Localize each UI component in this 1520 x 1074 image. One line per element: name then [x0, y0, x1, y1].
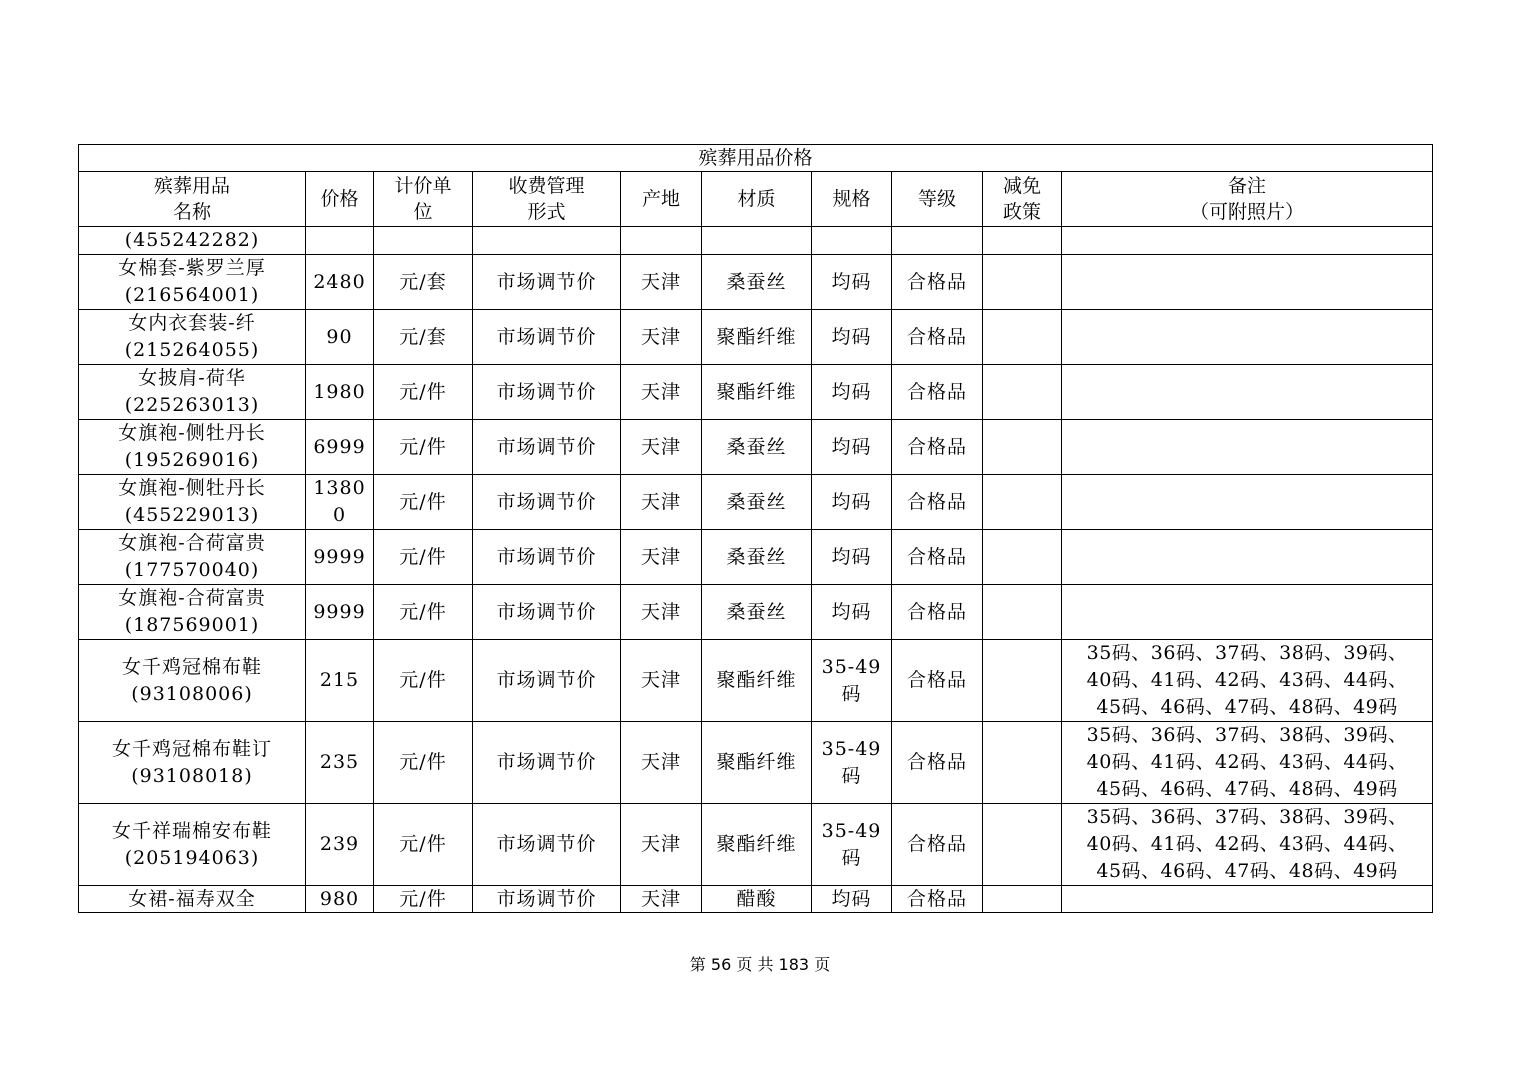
spec-line: 均码 [831, 545, 872, 568]
header-line: 产地 [641, 188, 680, 210]
material-cell: 醋酸 [702, 886, 812, 913]
header-spec [812, 172, 892, 227]
header-line: 位 [413, 201, 433, 223]
name-line: (455229013) [124, 504, 260, 526]
spec-line: 均码 [831, 888, 872, 910]
price-line: 1980 [313, 380, 366, 403]
note-cell [1062, 886, 1433, 913]
grade-cell: 合格品 [892, 530, 983, 585]
name-cell [79, 365, 306, 420]
waiver-cell [983, 722, 1062, 804]
note-cell [1062, 585, 1433, 640]
unit-cell: 元/件 [374, 585, 473, 640]
waiver-cell [983, 475, 1062, 530]
price-cell [306, 585, 374, 640]
origin-cell: 天津 [621, 530, 702, 585]
note-line: 40码、41码、42码、43码、44码、 [1086, 669, 1408, 691]
unit-cell: 元/件 [374, 420, 473, 475]
name-line: 女千鸡冠棉布鞋订 [111, 737, 272, 760]
empty-cell [812, 227, 892, 255]
form-cell: 市场调节价 [473, 640, 621, 722]
current-page-number: 56 [710, 955, 732, 974]
empty-cell [1062, 227, 1433, 255]
header-note [1062, 172, 1433, 227]
header-line: （可附照片） [1190, 201, 1305, 223]
note-line: 35码、36码、37码、38码、39码、 [1086, 806, 1408, 828]
name-cell [79, 585, 306, 640]
material-cell: 桑蚕丝 [702, 475, 812, 530]
header-name [79, 172, 306, 227]
spec-cell [812, 886, 892, 913]
name-line: (205194063) [124, 846, 260, 869]
table-row [79, 886, 1433, 913]
grade-cell: 合格品 [892, 804, 983, 886]
grade-cell: 合格品 [892, 585, 983, 640]
grade-cell: 合格品 [892, 365, 983, 420]
grade-cell: 合格品 [892, 420, 983, 475]
name-cell [79, 530, 306, 585]
spec-line: 均码 [831, 490, 872, 513]
material-cell: 聚酯纤维 [702, 310, 812, 365]
note-cell [1062, 475, 1433, 530]
note-line: 45码、46码、47码、48码、49码 [1096, 696, 1398, 718]
grade-cell: 合格品 [892, 886, 983, 913]
header-line: 名称 [172, 201, 211, 223]
table-body [79, 145, 1433, 913]
origin-cell: 天津 [621, 365, 702, 420]
waiver-cell [983, 365, 1062, 420]
grade-cell: 合格品 [892, 255, 983, 310]
header-line: 计价单 [394, 175, 452, 197]
material-cell: 聚酯纤维 [702, 640, 812, 722]
header-line: 等级 [917, 188, 956, 210]
header-line: 殡葬用品 [153, 175, 230, 197]
table-row [79, 722, 1433, 804]
unit-cell: 元/件 [374, 722, 473, 804]
spec-line: 码 [841, 682, 862, 705]
origin-cell: 天津 [621, 722, 702, 804]
note-cell [1062, 530, 1433, 585]
note-line: 45码、46码、47码、48码、49码 [1096, 860, 1398, 882]
waiver-cell [983, 310, 1062, 365]
grade-cell: 合格品 [892, 722, 983, 804]
table-row [79, 255, 1433, 310]
name-line: 女千祥瑞棉安布鞋 [111, 819, 272, 842]
name-cell [79, 310, 306, 365]
spec-line: 均码 [831, 600, 872, 623]
price-line: 2480 [313, 270, 366, 293]
continued-code: (455242282) [79, 227, 306, 255]
table-title: 殡葬用品价格 [79, 145, 1433, 172]
name-line: (195269016) [124, 449, 260, 471]
note-cell [1062, 722, 1433, 804]
header-grade [892, 172, 983, 227]
form-cell: 市场调节价 [473, 310, 621, 365]
name-line: 女棉套-紫罗兰厚 [118, 257, 266, 279]
note-cell [1062, 640, 1433, 722]
spec-cell [812, 365, 892, 420]
header-line: 规格 [832, 188, 871, 210]
spec-cell [812, 420, 892, 475]
table-row [79, 640, 1433, 722]
spec-line: 均码 [831, 380, 872, 403]
material-cell: 聚酯纤维 [702, 365, 812, 420]
header-origin [621, 172, 702, 227]
note-line: 40码、41码、42码、43码、44码、 [1086, 833, 1408, 855]
spec-line: 均码 [831, 270, 872, 293]
price-cell [306, 640, 374, 722]
price-cell [306, 722, 374, 804]
origin-cell: 天津 [621, 886, 702, 913]
header-price [306, 172, 374, 227]
footer-middle: 页 共 [736, 955, 774, 974]
header-line: 价格 [320, 188, 359, 210]
price-cell [306, 886, 374, 913]
spec-cell [812, 530, 892, 585]
material-cell: 聚酯纤维 [702, 804, 812, 886]
name-cell [79, 475, 306, 530]
note-cell [1062, 365, 1433, 420]
price-cell [306, 420, 374, 475]
origin-cell: 天津 [621, 420, 702, 475]
name-line: (93108006) [131, 682, 253, 705]
unit-cell: 元/件 [374, 530, 473, 585]
name-cell [79, 255, 306, 310]
header-line: 减免 [1002, 175, 1041, 197]
spec-cell [812, 475, 892, 530]
header-line: 形式 [527, 201, 566, 223]
name-line: 女旗袍-合荷富贵 [118, 587, 266, 609]
price-line: 215 [319, 669, 360, 691]
unit-cell: 元/套 [374, 310, 473, 365]
spec-cell [812, 310, 892, 365]
price-line: 9999 [313, 545, 366, 568]
table-header-row [79, 172, 1433, 227]
spec-line: 35-49 [821, 819, 882, 842]
note-cell [1062, 420, 1433, 475]
note-line: 35码、36码、37码、38码、39码、 [1086, 724, 1408, 746]
note-cell [1062, 804, 1433, 886]
note-line: 40码、41码、42码、43码、44码、 [1086, 751, 1408, 773]
origin-cell: 天津 [621, 255, 702, 310]
grade-cell: 合格品 [892, 310, 983, 365]
material-cell: 桑蚕丝 [702, 530, 812, 585]
grade-cell: 合格品 [892, 640, 983, 722]
price-table [78, 144, 1433, 913]
material-cell: 桑蚕丝 [702, 585, 812, 640]
spec-line: 码 [841, 764, 862, 787]
price-cell [306, 310, 374, 365]
price-line: 9999 [313, 600, 366, 623]
spec-cell [812, 640, 892, 722]
page-footer [0, 954, 1520, 976]
price-line: 0 [332, 504, 347, 526]
empty-cell [473, 227, 621, 255]
price-line: 6999 [313, 435, 366, 458]
material-cell: 桑蚕丝 [702, 255, 812, 310]
form-cell: 市场调节价 [473, 420, 621, 475]
empty-cell [306, 227, 374, 255]
header-waiver [983, 172, 1062, 227]
origin-cell: 天津 [621, 804, 702, 886]
origin-cell: 天津 [621, 310, 702, 365]
table-row [79, 530, 1433, 585]
name-line: 女千鸡冠棉布鞋 [121, 655, 262, 678]
form-cell: 市场调节价 [473, 886, 621, 913]
header-unit [374, 172, 473, 227]
footer-prefix: 第 [689, 955, 706, 974]
unit-cell: 元/件 [374, 475, 473, 530]
unit-cell: 元/套 [374, 255, 473, 310]
price-line: 235 [319, 751, 360, 773]
name-cell [79, 722, 306, 804]
spec-line: 码 [841, 846, 862, 869]
waiver-cell [983, 804, 1062, 886]
note-line: 45码、46码、47码、48码、49码 [1096, 778, 1398, 800]
price-line: 1380 [313, 477, 366, 499]
empty-cell [621, 227, 702, 255]
empty-cell [983, 227, 1062, 255]
material-cell: 桑蚕丝 [702, 420, 812, 475]
spec-line: 均码 [831, 325, 872, 348]
grade-cell: 合格品 [892, 475, 983, 530]
waiver-cell [983, 530, 1062, 585]
header-material [702, 172, 812, 227]
name-line: (225263013) [124, 394, 260, 416]
price-line: 239 [319, 833, 360, 855]
unit-cell: 元/件 [374, 365, 473, 420]
unit-cell: 元/件 [374, 804, 473, 886]
waiver-cell [983, 640, 1062, 722]
form-cell: 市场调节价 [473, 365, 621, 420]
spec-cell [812, 722, 892, 804]
spec-line: 均码 [831, 435, 872, 458]
waiver-cell [983, 255, 1062, 310]
unit-cell: 元/件 [374, 886, 473, 913]
waiver-cell [983, 420, 1062, 475]
origin-cell: 天津 [621, 475, 702, 530]
price-cell [306, 530, 374, 585]
spec-cell [812, 255, 892, 310]
footer-suffix: 页 [814, 955, 831, 974]
form-cell: 市场调节价 [473, 804, 621, 886]
continued-row [79, 227, 1433, 255]
name-line: (216564001) [124, 284, 260, 306]
name-line: (93108018) [131, 764, 253, 787]
note-line: 35码、36码、37码、38码、39码、 [1086, 642, 1408, 664]
price-line: 980 [319, 888, 360, 910]
form-cell: 市场调节价 [473, 475, 621, 530]
note-cell [1062, 310, 1433, 365]
header-line: 材质 [737, 188, 776, 210]
name-line: (187569001) [124, 614, 260, 636]
header-line: 收费管理 [508, 175, 585, 197]
header-form [473, 172, 621, 227]
name-line: 女披肩-荷华 [138, 367, 246, 389]
name-cell [79, 640, 306, 722]
name-line: (215264055) [124, 339, 260, 361]
table-row [79, 310, 1433, 365]
origin-cell: 天津 [621, 640, 702, 722]
total-page-count: 183 [778, 955, 810, 974]
name-line: 女旗袍-合荷富贵 [118, 532, 266, 554]
empty-cell [374, 227, 473, 255]
name-line: 女旗袍-侧牡丹长 [118, 477, 266, 499]
header-line: 政策 [1002, 201, 1041, 223]
price-cell [306, 255, 374, 310]
name-line: 女旗袍-侧牡丹长 [118, 422, 266, 444]
table-title-row [79, 145, 1433, 172]
form-cell: 市场调节价 [473, 722, 621, 804]
material-cell: 聚酯纤维 [702, 722, 812, 804]
price-line: 90 [326, 325, 353, 348]
price-cell [306, 365, 374, 420]
spec-line: 35-49 [821, 655, 882, 678]
empty-cell [702, 227, 812, 255]
price-cell [306, 475, 374, 530]
origin-cell: 天津 [621, 585, 702, 640]
price-cell [306, 804, 374, 886]
spec-cell [812, 585, 892, 640]
name-cell [79, 886, 306, 913]
spec-cell [812, 804, 892, 886]
unit-cell: 元/件 [374, 640, 473, 722]
note-cell [1062, 255, 1433, 310]
name-line: 女内衣套装-纤 [128, 312, 256, 334]
waiver-cell [983, 886, 1062, 913]
waiver-cell [983, 585, 1062, 640]
table-row [79, 585, 1433, 640]
table-row [79, 804, 1433, 886]
empty-cell [892, 227, 983, 255]
name-cell [79, 420, 306, 475]
table-row [79, 475, 1433, 530]
form-cell: 市场调节价 [473, 530, 621, 585]
name-line: (177570040) [124, 559, 260, 581]
spec-line: 35-49 [821, 737, 882, 760]
table-row [79, 365, 1433, 420]
header-line: 备注 [1228, 175, 1267, 197]
table-row [79, 420, 1433, 475]
name-cell [79, 804, 306, 886]
form-cell: 市场调节价 [473, 255, 621, 310]
form-cell: 市场调节价 [473, 585, 621, 640]
name-line: 女裙-福寿双全 [128, 888, 256, 910]
